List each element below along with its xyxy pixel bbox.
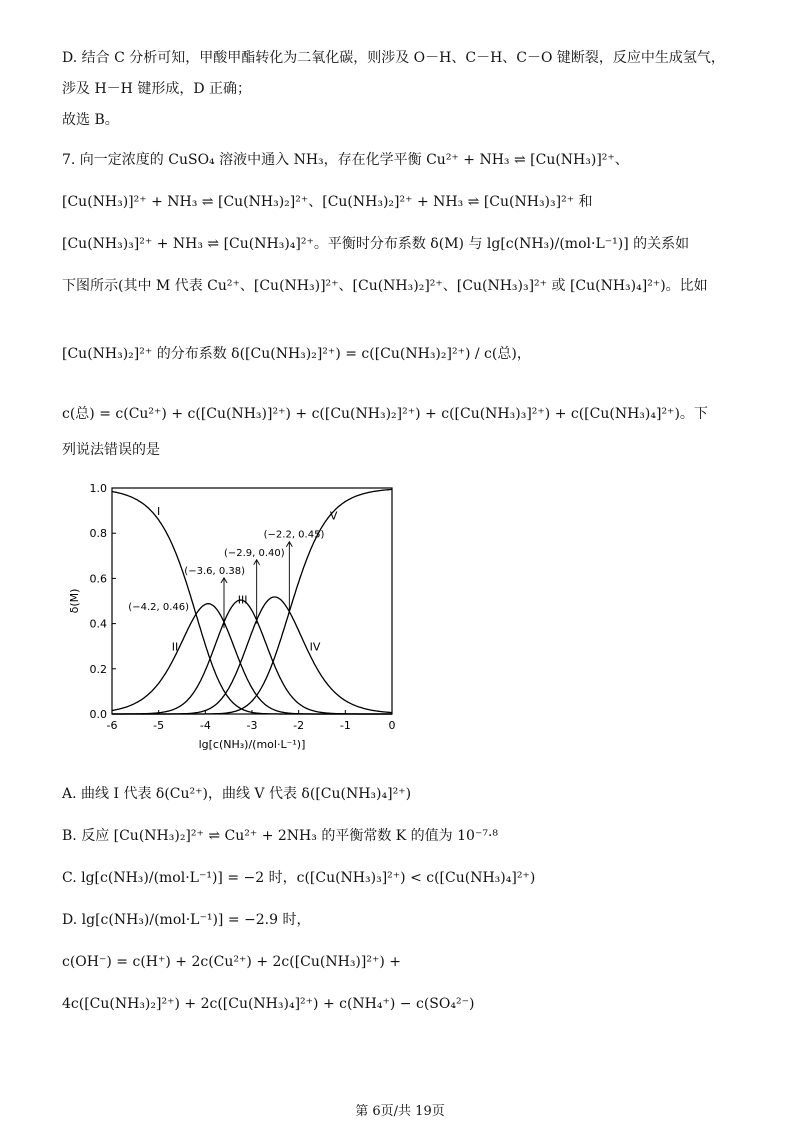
option-d-line-2: c(OH⁻) = c(H⁺) + 2c(Cu²⁺) + 2c([Cu(NH₃)]²⁺) +: [62, 954, 402, 970]
line-3: 故选 B。: [62, 112, 119, 128]
curve-label-II: II: [171, 640, 179, 654]
line-8: [Cu(NH₃)₂]²⁺ 的分布系数 δ([Cu(NH₃)₂]²⁺) = c([Cu(NH₃)₂]²⁺) / c(总)，: [62, 346, 531, 362]
y-tick-label: 1.0: [89, 482, 107, 495]
line-2: 涉及 H－H 键形成，D 正确；: [62, 81, 251, 97]
annotation-label: (−4.2, 0.46): [128, 602, 190, 614]
page-footer: 第 6页/共 19页: [355, 1104, 445, 1119]
curve-label-III: III: [237, 593, 248, 607]
x-tick-label: -4: [199, 719, 211, 732]
curve-label-V: V: [329, 509, 338, 523]
option-c: C. lg[c(NH₃)/(mol·L⁻¹)] = −2 时，c([Cu(NH₃)₃]²⁺) < c([Cu(NH₃)₄]²⁺): [62, 870, 536, 886]
option-b: B. 反应 [Cu(NH₃)₂]²⁺ ⇌ Cu²⁺ + 2NH₃ 的平衡常数 K 的值为 10⁻⁷·⁸: [62, 828, 499, 844]
option-d-line-3: 4c([Cu(NH₃)₂]²⁺) + 2c([Cu(NH₃)₄]²⁺) + c(NH₄⁺) − c(SO₄²⁻): [62, 996, 475, 1012]
curve-IV: [112, 597, 392, 714]
y-tick-label: 0.2: [89, 662, 107, 676]
y-tick-label: 0.0: [89, 708, 107, 721]
x-tick-label: -5: [153, 719, 165, 732]
curve-label-IV: IV: [309, 640, 321, 654]
x-tick-label: -3: [246, 719, 258, 732]
curve-label-I: I: [157, 505, 161, 519]
option-d: D. lg[c(NH₃)/(mol·L⁻¹)] = −2.9 时，: [62, 912, 311, 928]
y-tick-label: 0.6: [89, 572, 107, 586]
y-tick-label: 0.8: [89, 527, 107, 541]
line-9: c(总) = c(Cu²⁺) + c([Cu(NH₃)]²⁺) + c([Cu(NH₃)₂]²⁺) + c([Cu(NH₃)₃]²⁺) + c([Cu(NH₃)₄]²⁺)。下: [62, 406, 708, 422]
line-7: 下图所示(其中 M 代表 Cu²⁺、[Cu(NH₃)]²⁺、[Cu(NH₃)₂]²⁺、[Cu(NH₃)₃]²⁺ 或 [Cu(NH₃)₄]²⁺)。比如: [62, 278, 708, 294]
option-a: A. 曲线 I 代表 δ(Cu²⁺)，曲线 V 代表 δ([Cu(NH₃)₄]²⁺): [62, 786, 412, 802]
plot-area: [68, 482, 396, 751]
annotation-label: (−2.2, 0.45): [263, 529, 325, 541]
line-1: D. 结合 C 分析可知，甲酸甲酯转化为二氧化碳，则涉及 O－H、C－H、C－O 键断裂，反应中生成氢气，: [62, 50, 725, 66]
x-tick-label: -6: [106, 719, 118, 732]
line-10: 列说法错误的是: [62, 442, 160, 458]
x-tick-label: -2: [293, 719, 305, 732]
line-6: [Cu(NH₃)₃]²⁺ + NH₃ ⇌ [Cu(NH₃)₄]²⁺。平衡时分布系数 δ(M) 与 lg[c(NH₃)/(mol·L⁻¹)] 的关系如: [62, 236, 690, 252]
y-axis-label: δ(M): [68, 588, 81, 614]
distribution-chart: [62, 472, 422, 762]
annotation-label: (−2.9, 0.40): [223, 547, 285, 559]
curve-II: [112, 604, 392, 714]
annotation-label: (−3.6, 0.38): [184, 565, 246, 577]
curve-III: [112, 600, 392, 714]
x-tick-label: -1: [339, 719, 351, 732]
x-tick-label: 0: [388, 719, 396, 732]
x-axis-label: lg[c(NH₃)/(mol·L⁻¹)]: [198, 738, 306, 751]
y-tick-label: 0.4: [89, 617, 107, 631]
line-5: [Cu(NH₃)]²⁺ + NH₃ ⇌ [Cu(NH₃)₂]²⁺、[Cu(NH₃)₂]²⁺ + NH₃ ⇌ [Cu(NH₃)₃]²⁺ 和: [62, 194, 593, 210]
plot-frame: [112, 488, 392, 714]
question-stem: 7. 向一定浓度的 CuSO₄ 溶液中通入 NH₃，存在化学平衡 Cu²⁺ + NH₃ ⇌ [Cu(NH₃)]²⁺、: [62, 152, 629, 168]
